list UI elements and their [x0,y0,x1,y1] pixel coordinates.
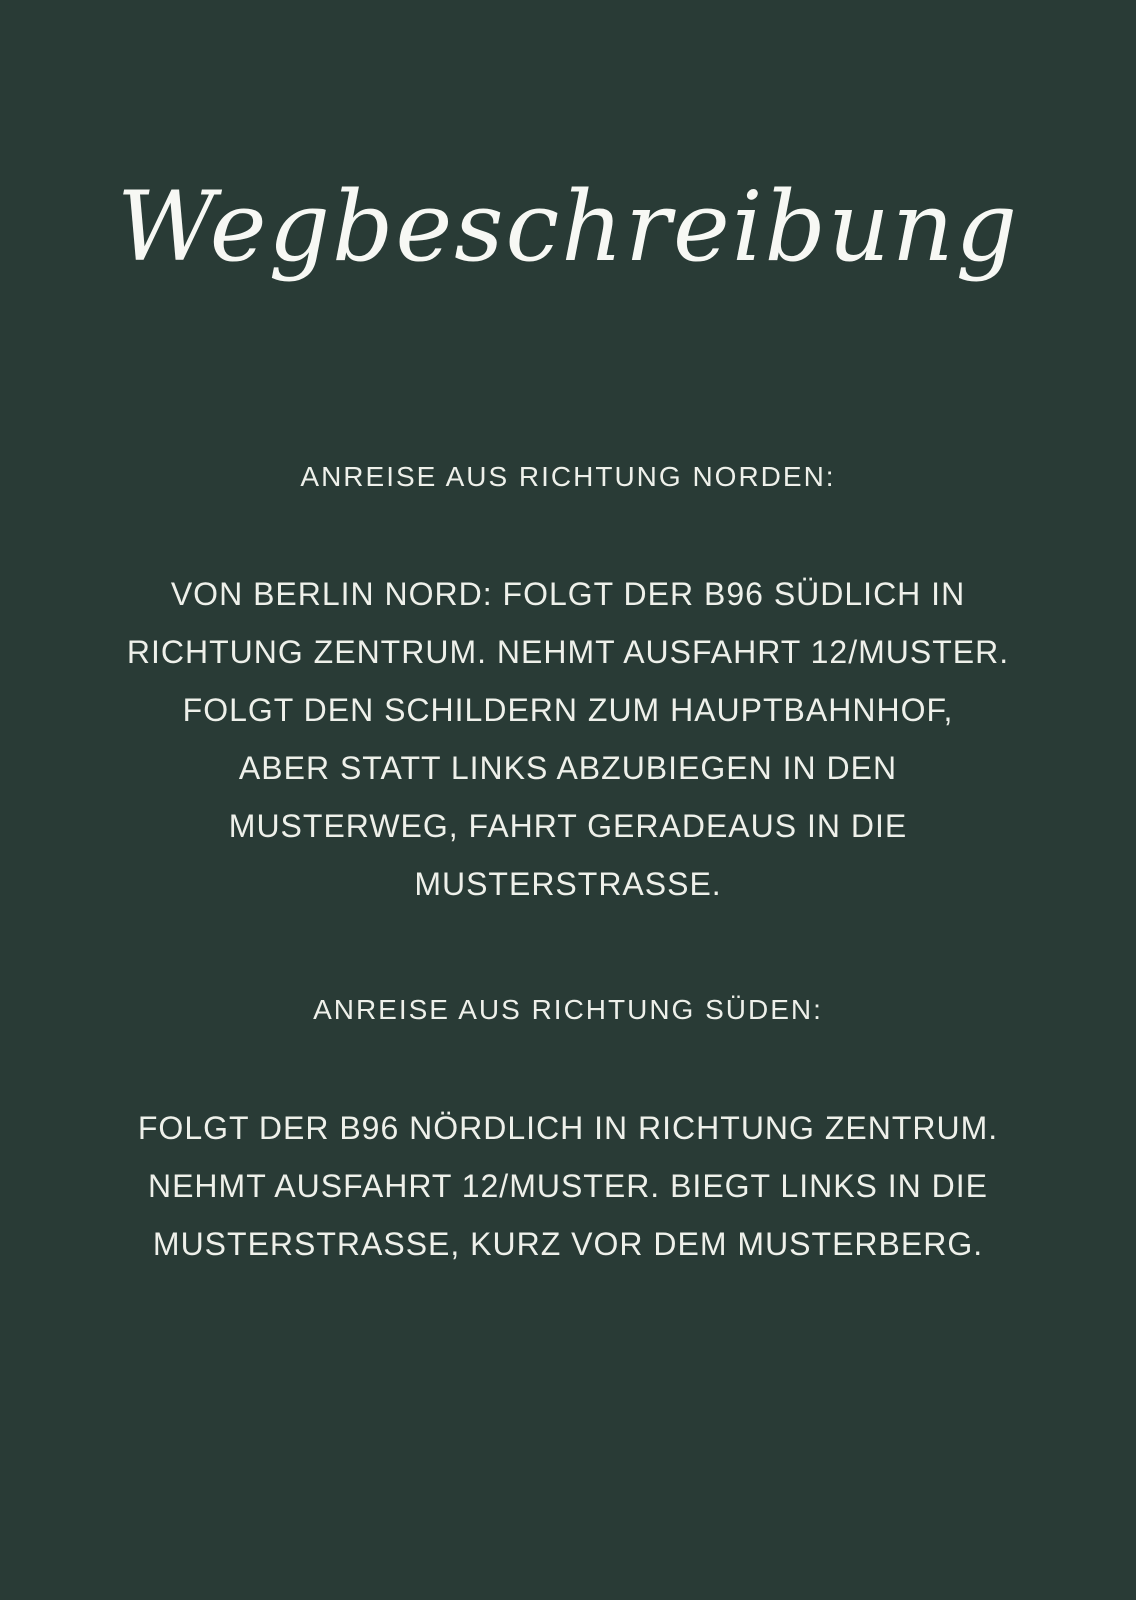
section-north-text [0,565,1136,913]
direction-line: FOLGT DER B96 NÖRDLICH IN RICHTUNG ZENTRUM. [137,1110,999,1146]
direction-line: MUSTERSTRASSE, KURZ VOR DEM MUSTERBERG. [152,1226,984,1262]
direction-line: NEHMT AUSFAHRT 12/MUSTER. BIEGT LINKS IN DIE [147,1168,989,1204]
direction-line: MUSTERSTRASSE. [414,866,722,902]
section-arrival-south [0,990,1136,1273]
direction-line: MUSTERWEG, FAHRT GERADEAUS IN DIE [228,808,908,844]
card-title: Wegbeschreibung [116,171,1020,283]
direction-line: ABER STATT LINKS ABZUBIEGEN IN DEN [238,750,898,786]
section-north-heading: ANREISE AUS RICHTUNG NORDEN: [300,461,836,492]
direction-line: RICHTUNG ZENTRUM. NEHMT AUSFAHRT 12/MUSTER. [126,634,1010,670]
section-south-text [0,1099,1136,1273]
section-south-heading: ANREISE AUS RICHTUNG SÜDEN: [313,994,823,1025]
direction-line: VON BERLIN NORD: FOLGT DER B96 SÜDLICH IN [170,576,966,612]
section-arrival-north [0,457,1136,913]
direction-line: FOLGT DEN SCHILDERN ZUM HAUPTBAHNHOF, [182,692,954,728]
